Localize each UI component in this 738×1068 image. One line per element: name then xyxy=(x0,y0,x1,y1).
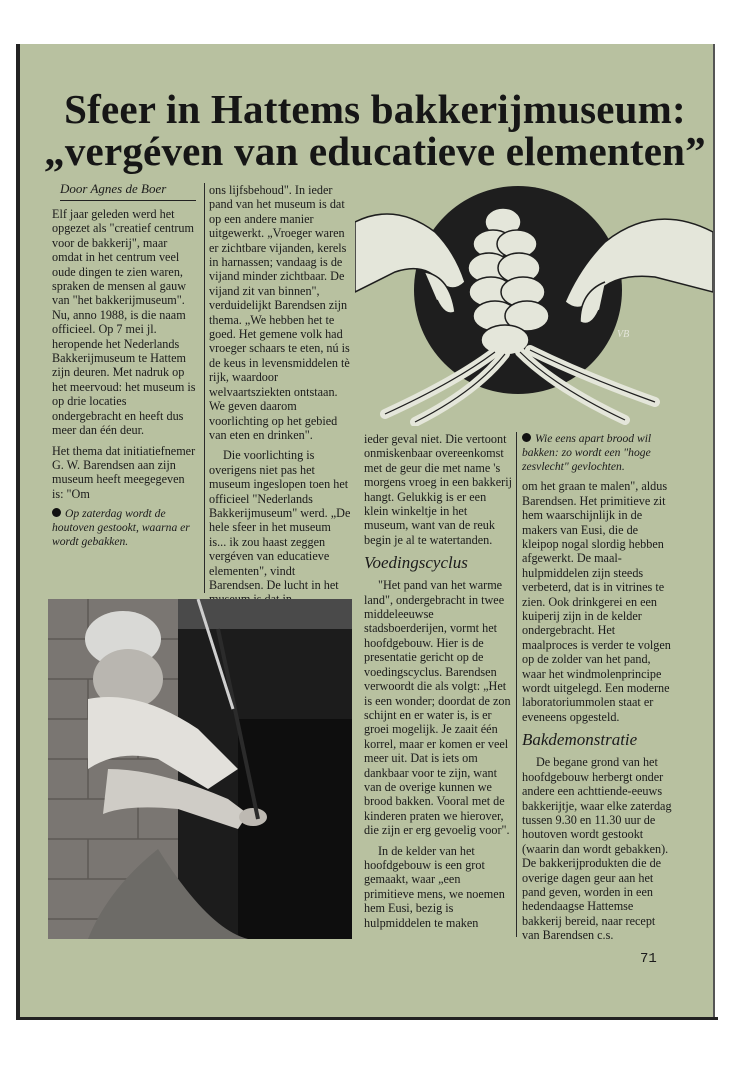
column-divider-right xyxy=(516,432,517,937)
subheading-voedingscyclus: Voedingscyclus xyxy=(364,553,468,573)
col3-paragraph-2: "Het pand van het warme land", ondergebracht in twee middeleeuwse stadsboerderijen, vormt het hoofdgebouw. Hier is de presentatie gericht op de voedingscyclus. Barendsen verwoordt die als volgt: „Het is een wonder; doordat de zon schijnt en er water is, is er groei mogelijk. Je zaait één korrel, maar er komen er veel meer uit. Dat is iets om dankbaar voor te zijn, want van de overige kunnen we brood bakken. Vooral met de kinderen praten we hierover, die zijn er erg gevoelig voor". xyxy=(364,578,511,838)
baker-oven-photo xyxy=(48,599,352,939)
page-border-right xyxy=(713,44,715,1019)
bullet-icon xyxy=(522,433,531,442)
column-3 xyxy=(364,432,512,936)
col1-paragraph-1: Elf jaar geleden werd het opgezet als "creatief centrum voor de bakkerij", maar omdat in het centrum veel oude dingen te zien waren, spraken de mensen al gauw van "het bakkerijmuseum". Nu, anno 1988, is die naam officieel. Op 7 mei jl. heropende het Nederlands Bakkerijmuseum te Hattem zijn deuren. Met nadruk op het meervoud: het museum is op drie locaties ondergebracht en heeft dus meer dan één deur. xyxy=(52,207,196,438)
page-border-left xyxy=(16,44,20,1019)
col3-paragraph-3: In de kelder van het hoofdgebouw is een grot gemaakt, waar „een primitieve mens, we noemen hem Eusi, bezig is hulpmiddelen te maken xyxy=(364,843,505,930)
subheading-bakdemonstratie: Bakdemonstratie xyxy=(522,730,638,750)
title-line-2: „vergéven van educatieve elementen” xyxy=(44,128,706,174)
title-line-1: Sfeer in Hattems bakkerijmuseum: xyxy=(64,86,686,132)
page-number: 71 xyxy=(640,951,657,967)
col4-paragraph-1: om het graan te malen", aldus Barendsen. Het primitieve zit hem waarschijnlijk in de makers van Eusi, die de kleipop nogal slordig hebben afgewerkt. De maal-hulpmiddelen zijn steeds verbeterd, dat is in vitrines te zien. Ook drinkgerei en een kuiperij zijn in de kelder ondergebracht. Het maalproces is verder te volgen op de zolder van het pand, waar het windmolenprincipe wordt uitgelegd. Een moderne laboratoriummolen staat er eveneens opgesteld. xyxy=(522,479,671,724)
byline: Door Agnes de Boer xyxy=(60,181,196,201)
col2-paragraph-1: ons lijfsbehoud". In ieder pand van het museum is dat op een andere manier uitgewerkt. „Vroeger waren er zichtbare vijanden, kerels in harnassen; vandaag is de vijand minder zichtbaar. De vijand zit van binnen", verduidelijkt Barendsen zijn thema. „We hebben het te goed. Het gemene volk had vroeger schaars te eten, nú is de keus in levensmiddelen tè rijk, waardoor welvaartsziekten ontstaan. We geven daarom voorlichting op het gebied van eten en drinken". xyxy=(209,183,350,442)
column-1 xyxy=(52,207,198,549)
col3-paragraph-1: ieder geval niet. Die vertoont onmiskenbaar overeenkomst met de geur die met name 's morgens vroeg in een bakkerij hangt. Gelukkig is er een klein winkeltje in het museum, want van de reuk begin je al te watertanden. xyxy=(364,432,513,547)
braided-bread-illustration xyxy=(355,182,713,426)
illustration-signature: VB xyxy=(617,329,630,340)
col2-paragraph-2: Die voorlichting is overigens niet pas het museum ingeslopen toen het officieel "Nederlands Bakkerijmuseum" werd. „De hele sfeer in het museum is... ik zou haast zeggen vergéven van educatieve elementen", vindt Barendsen. De lucht in het xyxy=(209,448,351,592)
page-border-bottom xyxy=(16,1017,718,1020)
column-divider xyxy=(204,183,205,593)
article-title xyxy=(30,88,720,172)
photo-caption: Op zaterdag wordt de houtoven gestookt, waarna er wordt gebakken. xyxy=(52,507,190,548)
illustration-caption: Wie eens apart brood wil bakken: zo wordt een "hoge zesvlecht" gevlochten. xyxy=(522,432,652,473)
column-2 xyxy=(209,183,351,613)
col4-paragraph-2: De begane grond van het hoofdgebouw herbergt onder andere een achttiende-eeuws bakkerijtje, waar elke zaterdag tussen 9.30 en 11.30 uur de houtoven wordt gestookt (waarin dan wordt gebakken). De bakkerijprodukten die de overige dagen geur aan het pand geven, worden in een hedendaagse Hattemse bakkerij bereid, naar recept van Barendsen c.s. xyxy=(522,755,672,943)
bullet-icon xyxy=(52,508,61,517)
col1-paragraph-2: Het thema dat initiatiefnemer G. W. Barendsen aan zijn museum heeft meegegeven is: "Om xyxy=(52,443,196,501)
column-4 xyxy=(522,432,672,949)
